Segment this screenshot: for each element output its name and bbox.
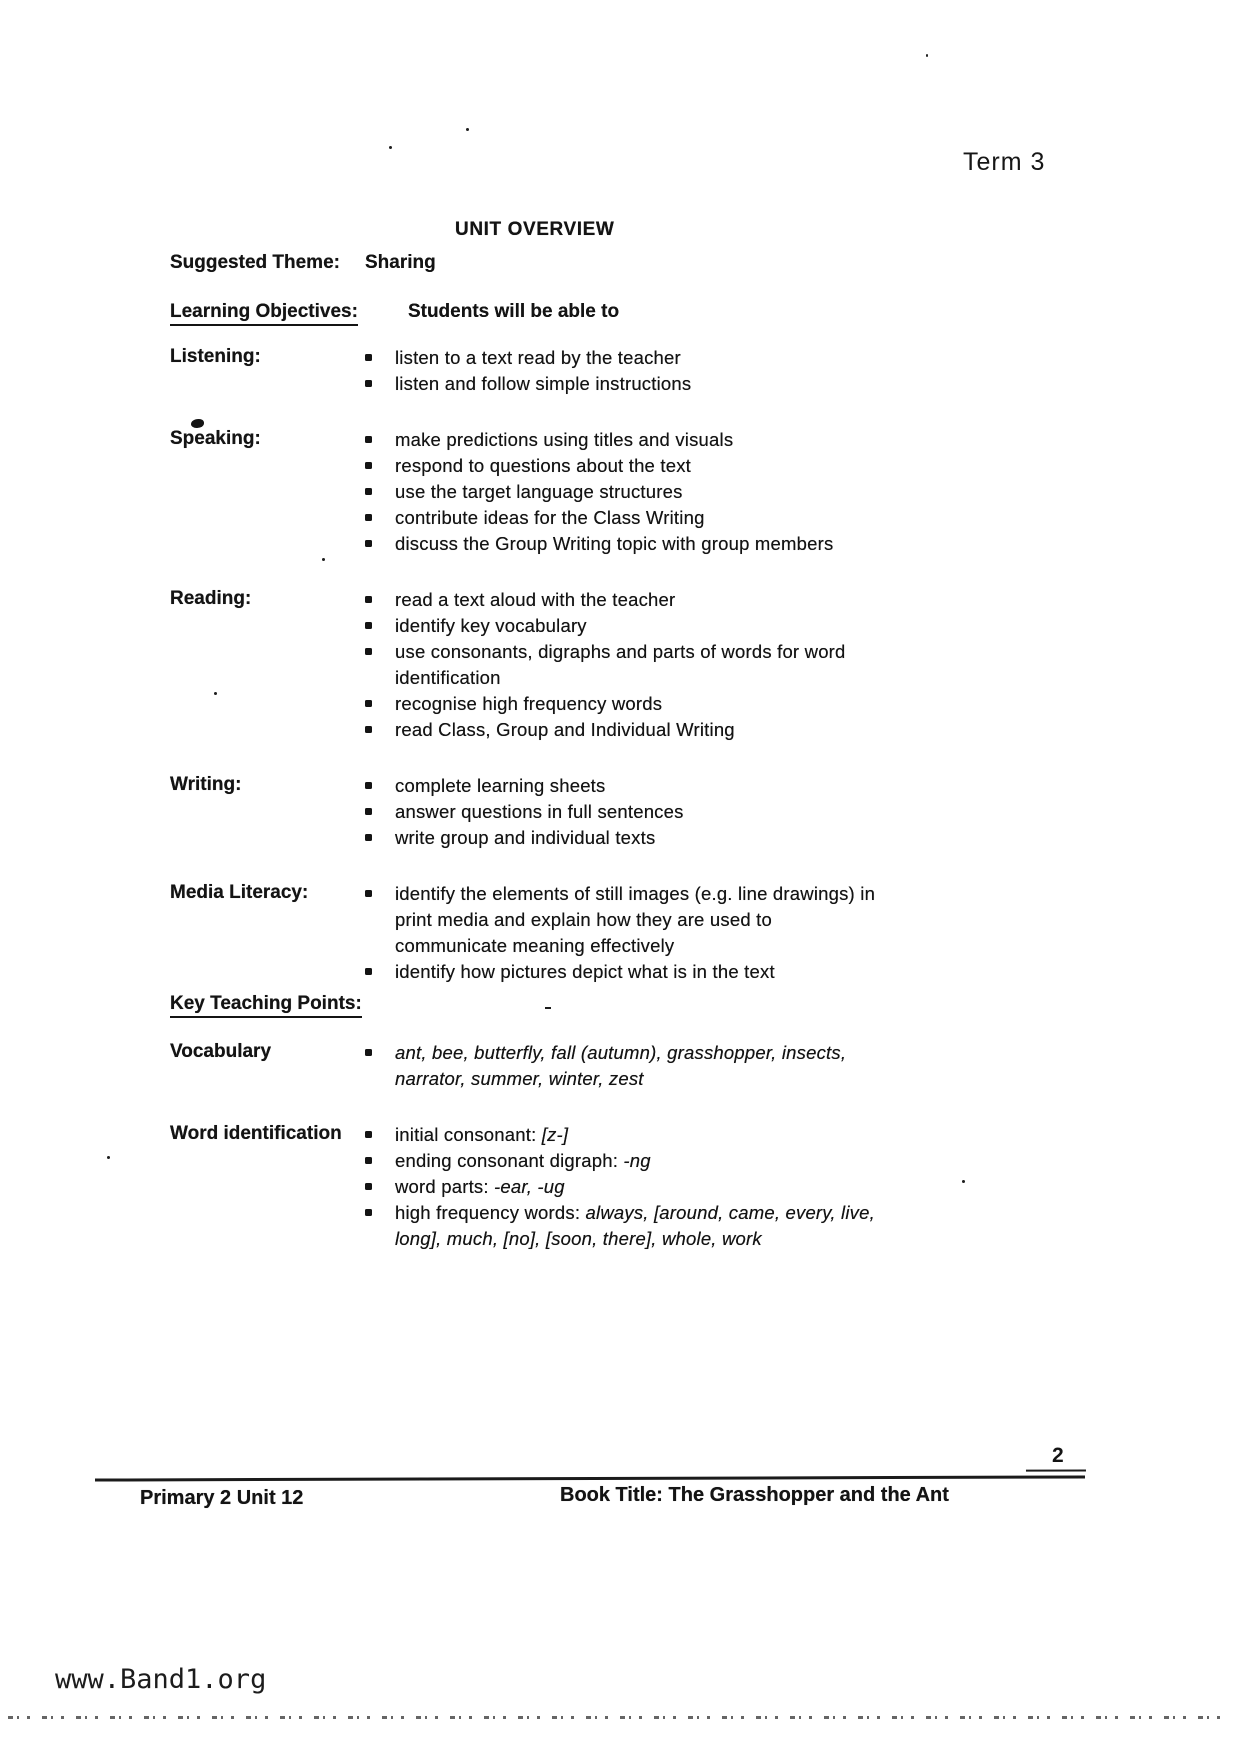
- section-label-speaking: Speaking:: [170, 428, 261, 449]
- bullet-marker-icon: [365, 540, 372, 547]
- bullet-marker-icon: [365, 700, 372, 707]
- bullet-marker-icon: [365, 782, 372, 789]
- section-speaking: [170, 427, 1090, 557]
- bullet-marker-icon: [365, 1183, 372, 1190]
- bullet-item: [365, 479, 833, 505]
- bullet-item: [365, 881, 877, 959]
- section-bullets-writing: [365, 773, 684, 851]
- bullet-text: [395, 531, 833, 557]
- bullet-text-segment: identify key vocabulary: [395, 615, 587, 636]
- bullet-text-segment: ant, bee, butterfly, fall (autumn), grasshopper, insects, narrator, summer, winter, zest: [395, 1042, 847, 1089]
- bullet-marker-icon: [365, 380, 372, 387]
- learning-objectives-label: Learning Objectives:: [170, 301, 358, 326]
- bullet-text-segment: discuss the Group Writing topic with group members: [395, 533, 834, 554]
- section-label-vocabulary: Vocabulary: [170, 1041, 272, 1062]
- bullet-item: [365, 825, 684, 851]
- bullet-item: [365, 453, 833, 479]
- bullet-text: [395, 1200, 877, 1252]
- section-label-word-identification: Word identification: [170, 1123, 342, 1144]
- footer-rule: [95, 1475, 1085, 1481]
- bullet-text: [395, 1040, 877, 1092]
- bullet-marker-icon: [365, 1209, 372, 1216]
- page-number: 2: [1052, 1444, 1064, 1467]
- bullet-text: [395, 427, 733, 453]
- learning-objectives-row: [170, 301, 619, 326]
- bullet-text-segment: respond to questions about the text: [395, 455, 692, 476]
- bullet-text: [395, 587, 675, 613]
- section-bullets-word-identification: [365, 1122, 877, 1252]
- bullet-item: [365, 959, 877, 985]
- term-label: Term 3: [963, 148, 1046, 176]
- bullet-marker-icon: [365, 596, 372, 603]
- bullet-marker-icon: [365, 1157, 372, 1164]
- bullet-text: [395, 1174, 565, 1200]
- scan-speck: [545, 1007, 551, 1009]
- bullet-text: [395, 959, 775, 985]
- bullet-text-segment: read a text aloud with the teacher: [395, 589, 676, 610]
- bullet-text-segment: use consonants, digraphs and parts of words for word identification: [395, 641, 846, 688]
- bullet-text-segment: use the target language structures: [395, 481, 683, 502]
- bullet-text-segment: answer questions in full sentences: [395, 801, 684, 822]
- section-bullets-listening: [365, 345, 691, 397]
- bullet-marker-icon: [365, 968, 372, 975]
- bullet-item: [365, 371, 691, 397]
- learning-objective-sections: [170, 345, 1090, 985]
- bullet-item: [365, 427, 833, 453]
- bullet-item: [365, 717, 877, 743]
- suggested-theme-row: [170, 252, 436, 274]
- bullet-text-segment: high frequency words:: [395, 1202, 586, 1223]
- bullet-text-segment: initial consonant:: [395, 1124, 542, 1145]
- bullet-text-segment: always, [around, came, every, live, long], much, [no], [soon, there], whole, work: [395, 1202, 875, 1249]
- bullet-text: [395, 639, 877, 691]
- suggested-theme-label: Suggested Theme:: [170, 252, 340, 273]
- scan-speck: [962, 1180, 965, 1183]
- bullet-item: [365, 505, 833, 531]
- suggested-theme-value: Sharing: [365, 252, 436, 273]
- bullet-item: [365, 691, 877, 717]
- section-media-literacy: [170, 881, 1090, 985]
- bullet-marker-icon: [365, 834, 372, 841]
- bullet-text-segment: make predictions using titles and visuals: [395, 429, 734, 450]
- bullet-marker-icon: [365, 488, 372, 495]
- bullet-item: [365, 587, 877, 613]
- section-bullets-speaking: [365, 427, 833, 557]
- watermark-url: www.Band1.org: [55, 1664, 267, 1695]
- section-reading: [170, 587, 1090, 743]
- bullet-marker-icon: [365, 890, 372, 897]
- bullet-item: [365, 639, 877, 691]
- bullet-text-segment: ending consonant digraph:: [395, 1150, 624, 1171]
- bullet-text-segment: recognise high frequency words: [395, 693, 663, 714]
- bullet-text: [395, 371, 691, 397]
- bullet-marker-icon: [365, 648, 372, 655]
- section-bullets-vocabulary: [365, 1040, 877, 1092]
- scan-speck: [466, 128, 469, 131]
- scan-speck: [214, 692, 217, 695]
- bullet-text-segment: [z-]: [541, 1124, 569, 1145]
- key-teaching-sections: [170, 1040, 1090, 1252]
- section-label-reading: Reading:: [170, 588, 252, 609]
- bullet-text: [395, 881, 877, 959]
- bullet-text: [395, 505, 705, 531]
- bullet-marker-icon: [365, 354, 372, 361]
- bullet-item: [365, 345, 691, 371]
- scan-noise-line: [8, 1716, 1230, 1719]
- scan-speck: [107, 1156, 110, 1159]
- bullet-text-segment: read Class, Group and Individual Writing: [395, 719, 735, 740]
- bullet-text: [395, 799, 684, 825]
- bullet-item: [365, 1148, 877, 1174]
- bullet-item: [365, 531, 833, 557]
- bullet-text: [395, 453, 691, 479]
- section-bullets-media-literacy: [365, 881, 877, 985]
- section-vocabulary: [170, 1040, 1090, 1092]
- bullet-item: [365, 1174, 877, 1200]
- bullet-text: [395, 1148, 651, 1174]
- bullet-text: [395, 717, 735, 743]
- bullet-item: [365, 613, 877, 639]
- section-listening: [170, 345, 1090, 397]
- scan-speck: [926, 54, 928, 57]
- bullet-text: [395, 825, 655, 851]
- page-title: UNIT OVERVIEW: [455, 219, 615, 240]
- bullet-text: [395, 1122, 568, 1148]
- section-writing: [170, 773, 1090, 851]
- bullet-text-segment: complete learning sheets: [395, 775, 606, 796]
- footer-course-label: Primary 2 Unit 12: [140, 1487, 304, 1509]
- bullet-text: [395, 345, 681, 371]
- bullet-text: [395, 479, 683, 505]
- bullet-text: [395, 613, 587, 639]
- bullet-marker-icon: [365, 622, 372, 629]
- section-label-listening: Listening:: [170, 346, 261, 367]
- bullet-text-segment: contribute ideas for the Class Writing: [395, 507, 705, 528]
- bullet-text-segment: -ear, -ug: [494, 1176, 565, 1197]
- bullet-text: [395, 773, 605, 799]
- bullet-item: [365, 799, 684, 825]
- bullet-marker-icon: [365, 808, 372, 815]
- bullet-text-segment: -ng: [623, 1150, 651, 1171]
- section-label-writing: Writing:: [170, 774, 242, 795]
- section-bullets-reading: [365, 587, 877, 743]
- bullet-marker-icon: [365, 1049, 372, 1056]
- footer-book-title: Book Title: The Grasshopper and the Ant: [560, 1484, 949, 1506]
- bullet-text: [395, 691, 662, 717]
- bullet-text-segment: identify the elements of still images (e.g. line drawings) in print media and explain how they are used to communicate meaning effectively: [395, 883, 876, 956]
- bullet-marker-icon: [365, 462, 372, 469]
- bullet-item: [365, 1200, 877, 1252]
- scan-speck: [389, 146, 392, 149]
- bullet-marker-icon: [365, 514, 372, 521]
- bullet-marker-icon: [365, 1131, 372, 1138]
- bullet-item: [365, 773, 684, 799]
- bullet-text-segment: write group and individual texts: [395, 827, 656, 848]
- section-label-media-literacy: Media Literacy:: [170, 882, 309, 903]
- bullet-text-segment: identify how pictures depict what is in the text: [395, 961, 775, 982]
- key-teaching-points-heading: Key Teaching Points:: [170, 993, 362, 1018]
- bullet-text-segment: listen and follow simple instructions: [395, 373, 692, 394]
- scan-speck: [322, 558, 325, 561]
- section-word-identification: [170, 1122, 1090, 1252]
- bullet-item: [365, 1040, 877, 1092]
- bullet-text-segment: listen to a text read by the teacher: [395, 347, 681, 368]
- bullet-text-segment: word parts:: [395, 1176, 495, 1197]
- bullet-item: [365, 1122, 877, 1148]
- learning-objectives-intro: Students will be able to: [407, 301, 620, 322]
- bullet-marker-icon: [365, 436, 372, 443]
- bullet-marker-icon: [365, 726, 372, 733]
